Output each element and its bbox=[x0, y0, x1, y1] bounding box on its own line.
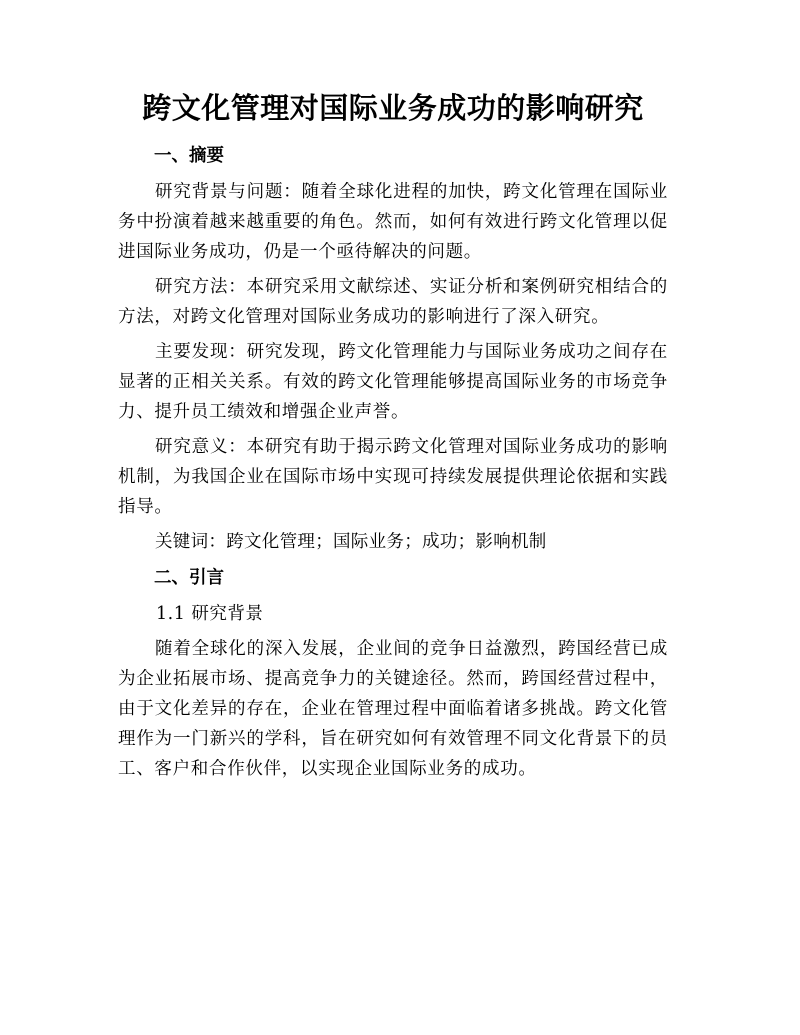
abstract-keywords: 关键词：跨文化管理；国际业务；成功；影响机制 bbox=[155, 532, 547, 552]
abstract-significance-paragraph: 研究意义：本研究有助于揭示跨文化管理对国际业务成功的影响机制，为我国企业在国际市场中实现可持续发展提供理论依据和实践指导。 bbox=[118, 437, 668, 517]
section-heading-abstract: 一、摘要 bbox=[154, 146, 224, 166]
introduction-background-paragraph: 随着全球化的深入发展，企业间的竞争日益激烈，跨国经营已成为企业拓展市场、提高竞争力的关键途径。然而，跨国经营过程中，由于文化差异的存在，企业在管理过程中面临着诸多挑战。跨文化管理作为一门新兴的学科，旨在研究如何有效管理不同文化背景下的员工、客户和合作伙伴，以实现企业国际业务的成功。 bbox=[118, 639, 668, 779]
document-title: 跨文化管理对国际业务成功的影响研究 bbox=[142, 91, 644, 125]
abstract-methods-paragraph: 研究方法：本研究采用文献综述、实证分析和案例研究相结合的方法，对跨文化管理对国际业务成功的影响进行了深入研究。 bbox=[118, 277, 668, 327]
section-heading-introduction: 二、引言 bbox=[154, 568, 224, 588]
abstract-background-paragraph: 研究背景与问题：随着全球化进程的加快，跨文化管理在国际业务中扮演着越来越重要的角色。然而，如何有效进行跨文化管理以促进国际业务成功，仍是一个亟待解决的问题。 bbox=[118, 182, 668, 262]
subsection-heading-background: 1.1 研究背景 bbox=[156, 604, 264, 624]
abstract-findings-paragraph: 主要发现：研究发现，跨文化管理能力与国际业务成功之间存在显著的正相关关系。有效的跨文化管理能够提高国际业务的市场竞争力、提升员工绩效和增强企业声誉。 bbox=[118, 342, 668, 422]
